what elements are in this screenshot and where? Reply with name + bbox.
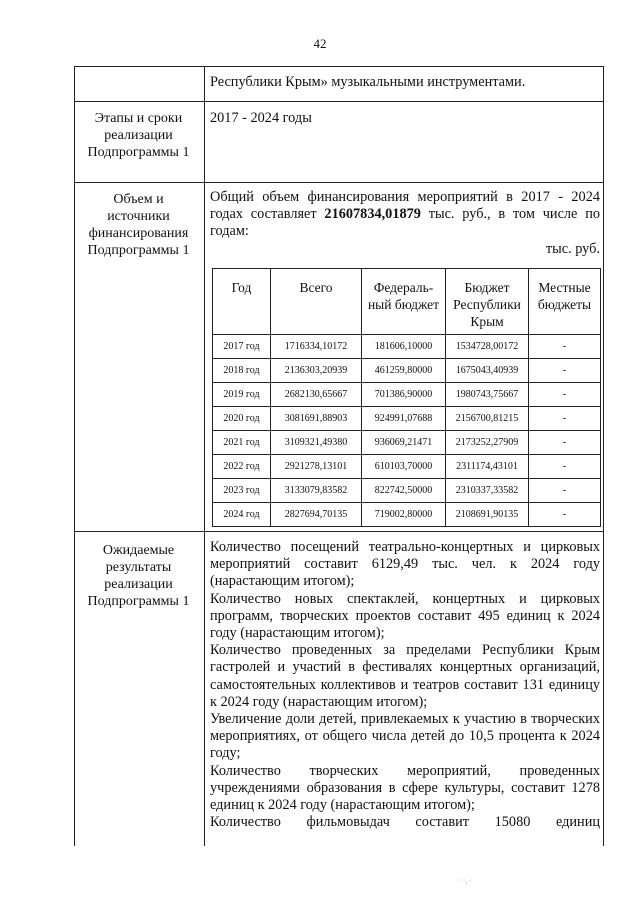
row-divider-1 [74, 101, 604, 102]
header-total: Всего [271, 269, 362, 335]
cell-local: - [529, 383, 601, 407]
scan-artifact: · ·, · [458, 876, 472, 885]
table-border-left [74, 66, 75, 846]
cell-total: 2682130,65667 [271, 383, 362, 407]
financing-intro [210, 189, 600, 258]
cell-federal: 936069,21471 [362, 431, 446, 455]
cell-republic: 2311174,43101 [446, 455, 529, 479]
financing-intro-text [210, 189, 600, 241]
row-divider-2 [74, 182, 604, 183]
cell-republic: 1675043,40939 [446, 359, 529, 383]
table-row [213, 503, 601, 527]
cell-republic: 2108691,90135 [446, 503, 529, 527]
cell-republic: 2156700,81215 [446, 407, 529, 431]
cell-total: 3109321,49380 [271, 431, 362, 455]
stages-label [76, 110, 201, 161]
results-text [210, 539, 600, 831]
table-row [213, 335, 601, 359]
cell-year: 2023 год [213, 479, 271, 503]
financing-label-line: финансирования [88, 226, 189, 241]
table-row [213, 359, 601, 383]
stages-value: 2017 - 2024 годы [210, 110, 312, 126]
table-row [213, 407, 601, 431]
cell-republic: 1534728,00172 [446, 335, 529, 359]
cell-republic: 2310337,33582 [446, 479, 529, 503]
cell-local: - [529, 479, 601, 503]
result-paragraph: Увеличение доли детей, привлекаемых к участию в творческих мероприятиях, от общего числа детей до 10,5 процента к 2024 году; [210, 711, 600, 762]
table-row [213, 455, 601, 479]
table-border-right [603, 66, 604, 846]
cell-total: 3081691,88903 [271, 407, 362, 431]
cell-local: - [529, 455, 601, 479]
results-label-line: Подпрограммы 1 [87, 594, 190, 609]
result-paragraph: Количество творческих мероприятий, проведенных учреждениями образования в сфере культуры, составит 1278 единиц к 2024 году (нарастающим итогом); [210, 762, 600, 814]
row1-right-text: Республики Крым» музыкальными инструментами. [210, 74, 526, 90]
cell-total: 2136303,20939 [271, 359, 362, 383]
financing-label-line: источники [107, 209, 170, 224]
results-label-line: результаты [105, 560, 172, 575]
cell-federal: 701386,90000 [362, 383, 446, 407]
table-row [213, 479, 601, 503]
header-local: Местные бюджеты [529, 269, 601, 335]
intro-before: Общий объем финансирования мероприятий в 2017 - 2024 годах составляет [210, 189, 600, 223]
cell-federal: 719002,80000 [362, 503, 446, 527]
financing-label-line: Объем и [113, 192, 164, 207]
stages-label-line: Подпрограммы 1 [87, 145, 190, 160]
cell-federal: 610103,70000 [362, 455, 446, 479]
page-number: 42 [313, 36, 327, 51]
results-label [76, 542, 201, 610]
intro-amount: 21607834,01879 [324, 206, 421, 223]
cell-total: 2921278,13101 [271, 455, 362, 479]
cell-federal: 181606,10000 [362, 335, 446, 359]
cell-year: 2018 год [213, 359, 271, 383]
cell-local: - [529, 335, 601, 359]
financing-label [76, 191, 201, 259]
results-label-line: Ожидаемые [102, 543, 175, 558]
result-paragraph: Количество посещений театрально-концертных и цирковых мероприятий составит 6129,49 тыс. чел. к 2024 году (нарастающим итогом); [210, 539, 600, 590]
financing-unit: тыс. руб. [545, 240, 600, 257]
result-paragraph: Количество проведенных за пределами Республики Крым гастролей и участий в фестивалях концертных организаций, самостоятельных коллективов и театров составит 131 единицу к 2024 году (нарастающим итогом); [210, 642, 600, 710]
cell-total: 2827694,70135 [271, 503, 362, 527]
table-row [213, 383, 601, 407]
financing-table-header [213, 269, 601, 335]
cell-year: 2021 год [213, 431, 271, 455]
column-divider [204, 66, 205, 846]
table-row [213, 431, 601, 455]
cell-total: 1716334,10172 [271, 335, 362, 359]
cell-republic: 1980743,75667 [446, 383, 529, 407]
cell-federal: 461259,80000 [362, 359, 446, 383]
cell-year: 2020 год [213, 407, 271, 431]
header-republic: Бюджет Республики Крым [446, 269, 529, 335]
cell-local: - [529, 407, 601, 431]
cell-republic: 2173252,27909 [446, 431, 529, 455]
results-label-line: реализации [104, 577, 173, 592]
row-divider-3 [74, 531, 604, 532]
financing-table [212, 268, 601, 527]
cell-local: - [529, 503, 601, 527]
header-year: Год [213, 269, 271, 335]
cell-total: 3133079,83582 [271, 479, 362, 503]
cell-year: 2024 год [213, 503, 271, 527]
cell-federal: 822742,50000 [362, 479, 446, 503]
cell-local: - [529, 431, 601, 455]
stages-label-line: Этапы и сроки [94, 111, 183, 126]
cell-year: 2022 год [213, 455, 271, 479]
cell-year: 2017 год [213, 335, 271, 359]
result-paragraph: Количество фильмовыдач составит 15080 единиц [210, 814, 600, 831]
stages-label-line: реализации [104, 128, 173, 143]
cell-year: 2019 год [213, 383, 271, 407]
cell-federal: 924991,07688 [362, 407, 446, 431]
financing-label-line: Подпрограммы 1 [87, 243, 190, 258]
intro-after: тыс. руб., в том числе по годам: [210, 206, 600, 240]
result-paragraph: Количество новых спектаклей, концертных и цирковых программ, творческих проектов составит 495 единиц к 2024 году (нарастающим итогом); [210, 590, 600, 642]
header-federal: Федераль-ный бюджет [362, 269, 446, 335]
table-border-top [74, 66, 604, 67]
cell-local: - [529, 359, 601, 383]
